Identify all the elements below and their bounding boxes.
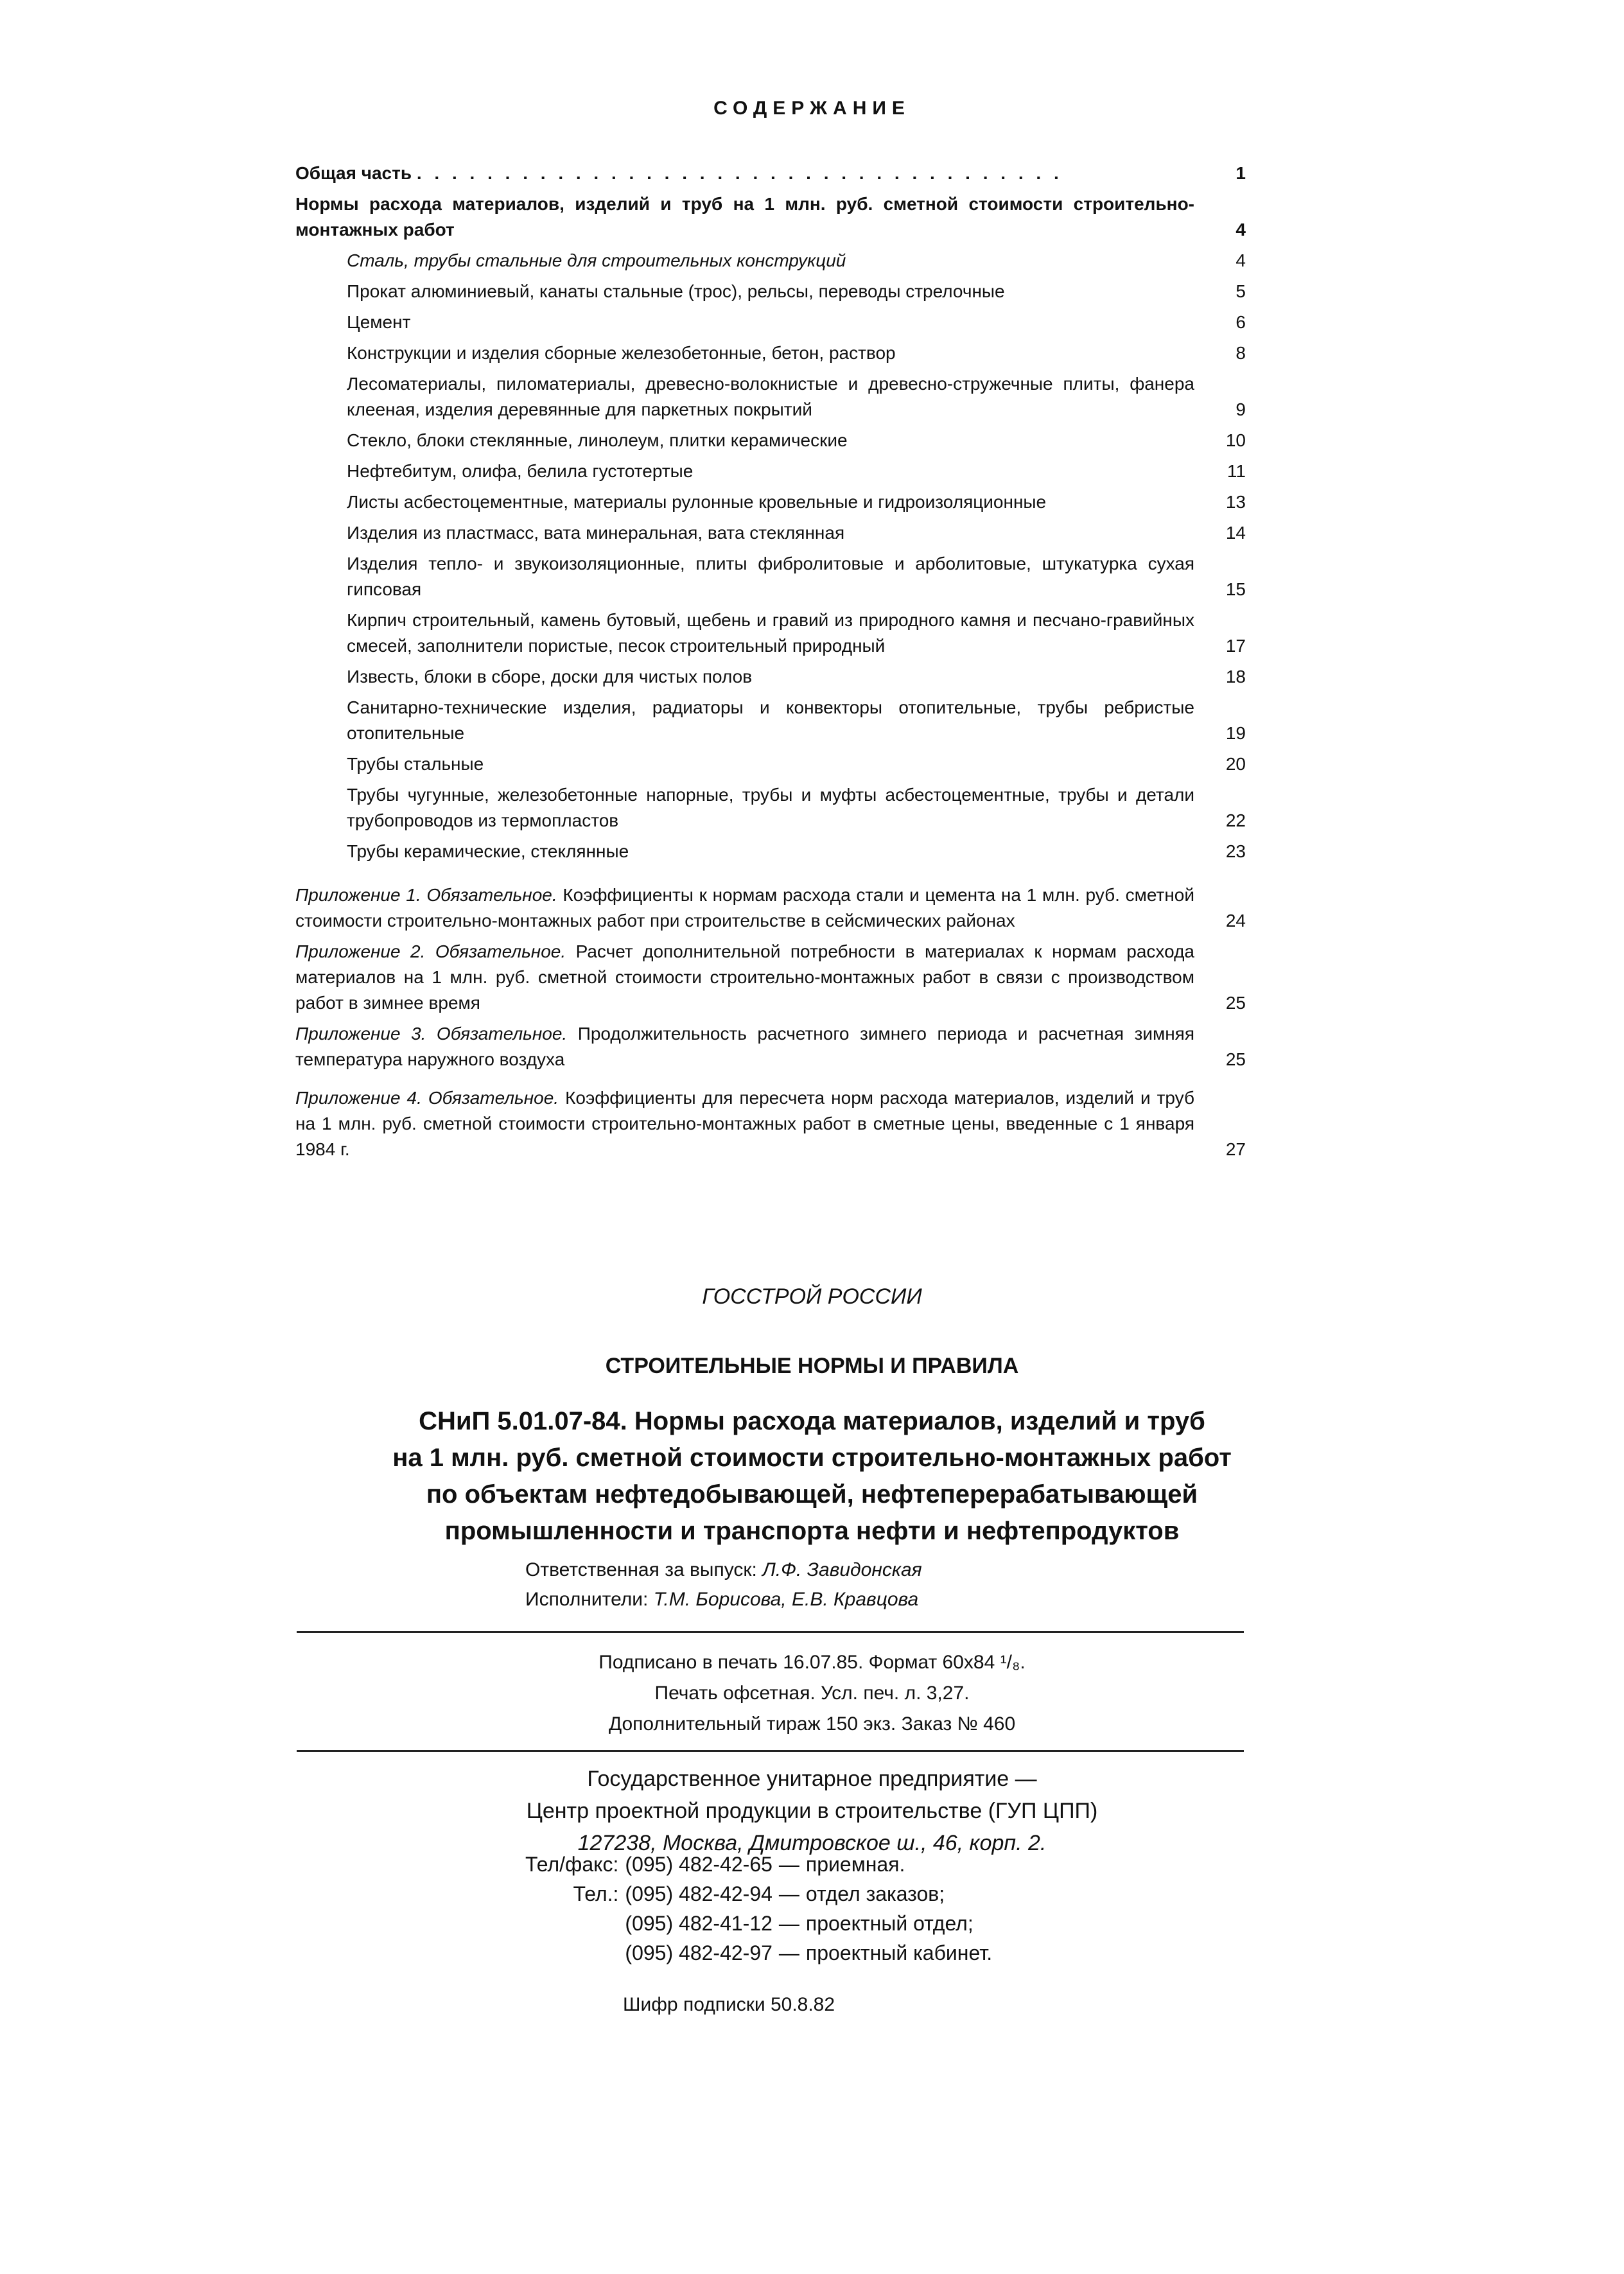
contact-row [525, 1850, 999, 1879]
appendix-prefix: Приложение 1. Обязательное. [295, 885, 557, 905]
toc-entry[interactable] [295, 248, 1246, 274]
org-line: Государственное унитарное предприятие — [587, 1767, 1037, 1791]
divider [297, 1631, 1244, 1633]
contact-row [525, 1938, 999, 1968]
toc-entry-page: 25 [1225, 1049, 1246, 1069]
toc-entry-title: Прокат алюминиевый, канаты стальные (трос), рельсы, переводы стрелочные [347, 281, 1005, 301]
toc-entry-title: Трубы стальные [347, 754, 484, 774]
toc-entry-page: 15 [1225, 579, 1246, 599]
toc-entry-page: 19 [1225, 723, 1246, 743]
org-line: Центр проектной продукции в строительстве (ГУП ЦПП) [526, 1799, 1098, 1823]
toc-entry[interactable] [295, 310, 1246, 335]
toc-entry[interactable] [295, 191, 1246, 243]
appendix-prefix: Приложение 4. Обязательное. [295, 1088, 559, 1108]
org-address: 127238, Москва, Дмитровское ш., 46, корп. 2. [577, 1831, 1047, 1855]
authors-line [525, 1585, 922, 1614]
imprint-line: Дополнительный тираж 150 экз. Заказ № 460 [608, 1713, 1016, 1735]
contacts [525, 1850, 999, 1968]
document-title [0, 1403, 1624, 1550]
document-title-line: на 1 млн. руб. сметной стоимости строительно-монтажных работ [392, 1444, 1232, 1472]
toc-entry-page: 8 [1235, 343, 1246, 363]
toc-entry[interactable] [295, 782, 1246, 834]
authors-label: Исполнители: [525, 1589, 649, 1610]
contact-number: (095) 482-42-97 [625, 1941, 773, 1964]
toc-entry-page: 14 [1225, 523, 1246, 543]
appendix-prefix: Приложение 3. Обязательное. [295, 1024, 568, 1044]
contact-dash: — [778, 1912, 799, 1935]
organization [0, 1763, 1624, 1859]
contact-number: (095) 482-42-94 [625, 1882, 773, 1905]
toc-entry-page: 18 [1225, 667, 1246, 687]
toc-entry[interactable] [295, 371, 1246, 423]
toc-entry-title: Коэффициенты к нормам расхода стали и цемента на 1 млн. руб. сметной стоимости строительно-монтажных работ при строительстве в сейсмических районах [295, 885, 1194, 931]
toc-entry-page: 24 [1225, 911, 1246, 931]
toc-entry-title: Коэффициенты для пересчета норм расхода материалов, изделий и труб на 1 млн. руб. сметной стоимости строительно-монтажных работ в сметные цены, введенные с 1 января 1984 г. [295, 1088, 1195, 1159]
series-title: СТРОИТЕЛЬНЫЕ НОРМЫ И ПРАВИЛА [605, 1354, 1019, 1378]
toc-entry[interactable] [295, 279, 1246, 304]
toc-entry-page: 20 [1225, 754, 1246, 774]
toc-entry-appendix[interactable] [295, 939, 1246, 1016]
contact-desc: проектный кабинет. [805, 1941, 993, 1964]
toc-entry-page: 17 [1225, 636, 1246, 656]
contact-row [525, 1879, 999, 1909]
toc-entry-page: 27 [1225, 1139, 1246, 1159]
toc-entry-title: Изделия тепло- и звукоизоляционные, плиты фибролитовые и арболитовые, штукатурка сухая гипсовая [347, 554, 1194, 599]
responsible-line [525, 1555, 922, 1585]
toc-entry-page: 11 [1227, 461, 1246, 481]
toc-entry-title: Конструкции и изделия сборные железобетонные, бетон, раствор [347, 343, 896, 363]
toc-entry-title: Стекло, блоки стеклянные, линолеум, плитки керамические [347, 430, 848, 450]
toc-entry[interactable] [295, 520, 1246, 546]
toc-entry-page: 23 [1225, 841, 1246, 861]
responsible-name: Л.Ф. Завидонская [762, 1559, 922, 1580]
toc-entry-page: 25 [1225, 993, 1246, 1013]
contact-desc: приемная. [805, 1853, 905, 1876]
toc-entry[interactable] [295, 695, 1246, 746]
responsible-label: Ответственная за выпуск: [525, 1559, 757, 1580]
imprint-line: Печать офсетная. Усл. печ. л. 3,27. [654, 1683, 970, 1704]
table-of-contents [295, 161, 1246, 1168]
toc-entry-title: Санитарно-технические изделия, радиаторы и конвекторы отопительные, трубы ребристые отопительные [347, 697, 1194, 743]
toc-entry-title: Расчет дополнительной потребности в материалах к нормам расхода материалов на 1 млн. руб. сметной стоимости строительно-монтажных работ в связи с производством работ в зимнее время [295, 941, 1194, 1013]
document-title-line: СНиП 5.01.07-84. Нормы расхода материалов, изделий и труб [419, 1407, 1205, 1435]
toc-heading: СОДЕРЖАНИЕ [713, 98, 911, 119]
toc-entry[interactable] [295, 459, 1246, 484]
toc-entry[interactable] [295, 340, 1246, 366]
toc-entry[interactable] [295, 608, 1246, 659]
toc-entry-title: Общая часть [295, 163, 412, 183]
toc-entry-page: 4 [1235, 220, 1246, 240]
contact-dash: — [778, 1941, 799, 1964]
document-title-line: промышленности и транспорта нефти и нефтепродуктов [444, 1517, 1180, 1545]
toc-entry[interactable]: Общая часть . . . . . . . . . . . . . . . . . . . . . . . . . . . . . . . . . . . . . 1 [295, 161, 1246, 186]
toc-entry-page: 1 [1235, 163, 1246, 183]
contact-number: (095) 482-41-12 [625, 1912, 773, 1935]
toc-entry[interactable] [295, 428, 1246, 453]
toc-entry-title: Нормы расхода материалов, изделий и труб на 1 млн. руб. сметной стоимости строительно-монтажных работ [295, 194, 1194, 240]
toc-entry-page: 10 [1225, 430, 1246, 450]
imprint [0, 1647, 1624, 1740]
contact-label [525, 1938, 625, 1968]
document-title-line: по объектам нефтедобывающей, нефтеперерабатывающей [426, 1480, 1198, 1509]
contact-dash: — [778, 1882, 799, 1905]
toc-entry-title: Сталь, трубы стальные для строительных конструкций [347, 250, 846, 270]
toc-entry-title: Известь, блоки в сборе, доски для чистых полов [347, 667, 753, 687]
contact-label: Тел/факс: [525, 1853, 619, 1876]
toc-entry-page: 5 [1235, 281, 1246, 301]
contact-label: Тел.: [573, 1882, 619, 1905]
toc-entry-page: 4 [1235, 250, 1246, 270]
contact-desc: отдел заказов; [805, 1882, 945, 1905]
credits [525, 1555, 922, 1614]
toc-entry-page: 22 [1225, 810, 1246, 830]
contact-desc: проектный отдел; [805, 1912, 974, 1935]
divider [297, 1750, 1244, 1752]
imprint-line: Подписано в печать 16.07.85. Формат 60x84 ¹/₈. [598, 1652, 1026, 1673]
toc-entry-title: Кирпич строительный, камень бутовый, щебень и гравий из природного камня и песчано-гравийных смесей, заполнители пористые, песок строительный природный [347, 610, 1194, 656]
appendix-prefix: Приложение 2. Обязательное. [295, 941, 566, 961]
toc-entry[interactable] [295, 751, 1246, 777]
toc-entry[interactable] [295, 664, 1246, 690]
toc-entry-title: Трубы чугунные, железобетонные напорные, трубы и муфты асбестоцементные, трубы и детали трубопроводов из термопластов [347, 785, 1194, 830]
toc-entry-appendix[interactable] [295, 1085, 1246, 1162]
toc-entry-appendix[interactable] [295, 1021, 1246, 1072]
toc-entry-appendix[interactable] [295, 882, 1246, 934]
toc-entry-page: 6 [1235, 312, 1246, 332]
toc-entry-title: Листы асбестоцементные, материалы рулонные кровельные и гидроизоляционные [347, 492, 1047, 512]
contact-dash: — [778, 1853, 799, 1876]
contact-number: (095) 482-42-65 [625, 1853, 773, 1876]
toc-entry-page: 13 [1225, 492, 1246, 512]
toc-entry-title: Цемент [347, 312, 411, 332]
toc-entry-page: 9 [1235, 399, 1246, 419]
subscription-code: Шифр подписки 50.8.82 [623, 1994, 835, 2015]
publisher: ГОССТРОЙ РОССИИ [702, 1284, 922, 1309]
authors-names: Т.М. Борисова, Е.В. Кравцова [653, 1589, 919, 1610]
toc-entry[interactable] [295, 551, 1246, 602]
toc-entry[interactable] [295, 489, 1246, 515]
toc-entry-title: Изделия из пластмасс, вата минеральная, вата стеклянная [347, 523, 845, 543]
contact-label [525, 1909, 625, 1938]
toc-entry-title: Продолжительность расчетного зимнего периода и расчетная зимняя температура наружного воздуха [295, 1024, 1195, 1069]
toc-entry-title: Трубы керамические, стеклянные [347, 841, 629, 861]
toc-entry[interactable] [295, 839, 1246, 864]
contact-row [525, 1909, 999, 1938]
toc-entry-title: Нефтебитум, олифа, белила густотертые [347, 461, 694, 481]
toc-entry-title: Лесоматериалы, пиломатериалы, древесно-волокнистые и древесно-стружечные плиты, фанера клееная, изделия деревянные для паркетных покрытий [347, 374, 1194, 419]
